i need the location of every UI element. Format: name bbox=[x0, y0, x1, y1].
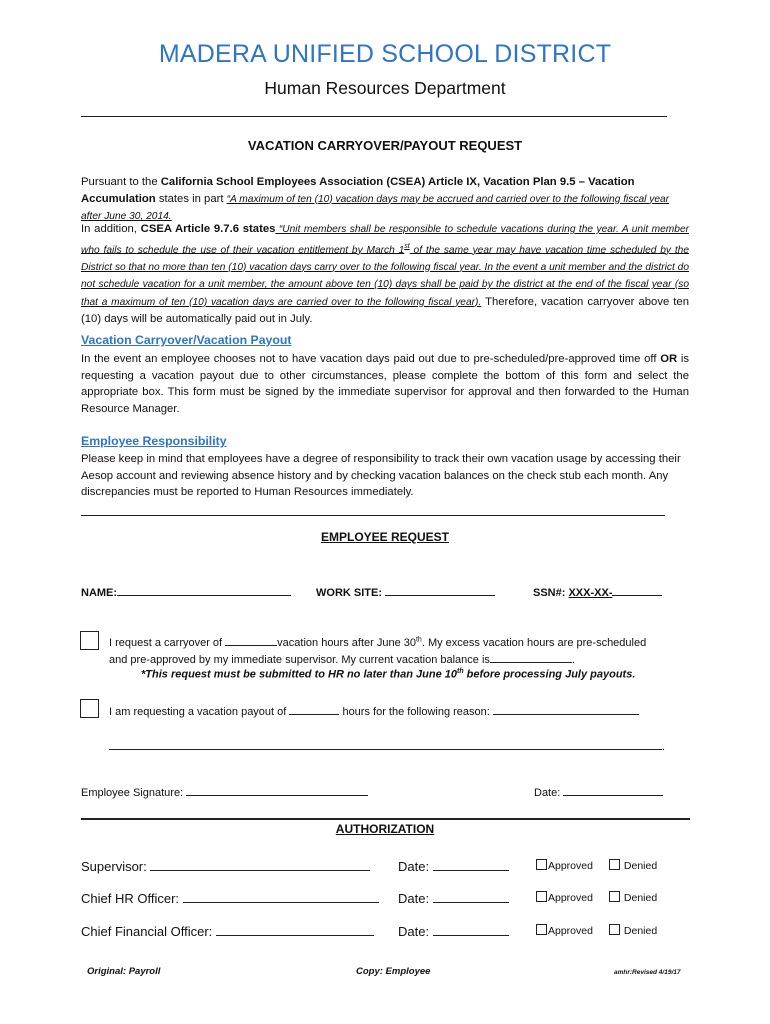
supervisor-signature-field[interactable] bbox=[150, 857, 370, 871]
carryover-checkbox[interactable] bbox=[80, 631, 99, 650]
payout-hours-field[interactable] bbox=[289, 703, 339, 715]
chief-financial-denied-option[interactable]: Denied bbox=[609, 924, 657, 937]
name-field[interactable] bbox=[117, 584, 291, 596]
footer-revised: amhr:Revised 4/19/17 bbox=[614, 969, 681, 976]
employee-date: Date: bbox=[534, 784, 663, 799]
chief-hr-date: Date: bbox=[398, 889, 509, 906]
ssn-field[interactable] bbox=[612, 584, 662, 596]
reason-continued: . bbox=[109, 738, 665, 753]
authorization-heading: AUTHORIZATION bbox=[335, 822, 435, 836]
chief-hr-denied-option[interactable]: Denied bbox=[609, 891, 657, 904]
submission-notice: *This request must be submitted to HR no later than June 10th before processing July payouts. bbox=[141, 668, 636, 681]
supervisor-date-field[interactable] bbox=[433, 857, 509, 871]
employee-date-field[interactable] bbox=[563, 784, 663, 796]
supervisor-label: Supervisor: bbox=[81, 857, 370, 874]
chief-hr-approved-option[interactable]: Approved bbox=[536, 891, 593, 904]
chief-financial-date-field[interactable] bbox=[433, 922, 509, 936]
request-divider bbox=[81, 515, 665, 516]
worksite-label: WORK SITE: bbox=[316, 584, 495, 599]
footer-original: Original: Payroll bbox=[87, 966, 161, 977]
chief-financial-label: Chief Financial Officer: bbox=[81, 922, 374, 939]
chief-financial-approved-checkbox[interactable] bbox=[536, 924, 547, 935]
chief-hr-denied-checkbox[interactable] bbox=[609, 891, 620, 902]
employee-signature-field[interactable] bbox=[186, 784, 368, 796]
carryover-hours-field[interactable] bbox=[225, 634, 277, 646]
vacation-balance-field[interactable] bbox=[490, 651, 572, 663]
responsibility-text: Please keep in mind that employees have a degree of responsibility to track their own vacation usage by accessing their Aesop account and reviewing absence history and by checking vacation balances on the check stub each month. Any discrepancies must be reported to Human Resources immediately. bbox=[81, 453, 681, 498]
chief-hr-label: Chief HR Officer: bbox=[81, 889, 379, 906]
supervisor-approved-option[interactable]: Approved bbox=[536, 859, 593, 872]
payout-checkbox[interactable] bbox=[80, 699, 99, 718]
intro-paragraph-1: Pursuant to the California School Employees Association (CSEA) Article IX, Vacation Plan 9.5 – Vacation Accumulation states in part “A maximum of ten (10) vacation days may be accrued and carried over to the following fiscal year after June 30, 2014. bbox=[81, 176, 670, 222]
ssn-label: SSN#: XXX-XX- bbox=[533, 584, 662, 599]
supervisor-date: Date: bbox=[398, 857, 509, 874]
supervisor-denied-checkbox[interactable] bbox=[609, 859, 620, 870]
carryover-text: In the event an employee chooses not to have vacation days paid out due to pre-scheduled/pre-approved time off OR is requesting a vacation payout due to other circumstances, please complete the bottom of this form and select the appropriate box. This form must be signed by the immediate supervisor for approval and then forwarded to the Human Resource Manager. bbox=[81, 353, 689, 415]
responsibility-heading: Employee Responsibility bbox=[81, 434, 227, 448]
payout-line: I am requesting a vacation payout of hours for the following reason: bbox=[109, 703, 639, 718]
worksite-field[interactable] bbox=[385, 584, 495, 596]
carryover-line-2: and pre-approved by my immediate supervisor. My current vacation balance is . bbox=[109, 651, 575, 666]
district-title: MADERA UNIFIED SCHOOL DISTRICT bbox=[158, 40, 612, 68]
employee-request-heading: EMPLOYEE REQUEST bbox=[320, 530, 450, 544]
form-title: VACATION CARRYOVER/PAYOUT REQUEST bbox=[247, 138, 523, 153]
name-label: NAME: bbox=[81, 584, 291, 599]
chief-hr-date-field[interactable] bbox=[433, 889, 509, 903]
carryover-heading: Vacation Carryover/Vacation Payout bbox=[81, 333, 292, 347]
header-divider bbox=[81, 116, 667, 117]
chief-financial-date: Date: bbox=[398, 922, 509, 939]
payout-reason-line-2[interactable] bbox=[109, 738, 662, 750]
department-subtitle: Human Resources Department bbox=[264, 78, 506, 98]
supervisor-denied-option[interactable]: Denied bbox=[609, 859, 657, 872]
employee-signature: Employee Signature: bbox=[81, 784, 368, 799]
supervisor-approved-checkbox[interactable] bbox=[536, 859, 547, 870]
chief-hr-approved-checkbox[interactable] bbox=[536, 891, 547, 902]
chief-financial-approved-option[interactable]: Approved bbox=[536, 924, 593, 937]
chief-hr-signature-field[interactable] bbox=[183, 889, 379, 903]
payout-reason-field[interactable] bbox=[493, 703, 639, 715]
chief-financial-denied-checkbox[interactable] bbox=[609, 924, 620, 935]
authorization-divider bbox=[81, 818, 690, 820]
footer-copy: Copy: Employee bbox=[356, 966, 431, 977]
chief-financial-signature-field[interactable] bbox=[216, 922, 374, 936]
carryover-line-1: I request a carryover of vacation hours after June 30th. My excess vacation hours are pre-scheduled bbox=[109, 634, 646, 649]
intro-paragraph-2: In addition, CSEA Article 9.7.6 states “Unit members shall be responsible to schedule vacations during the year. A unit member who fails to schedule the use of their vacation entitlement by March 1st of the same year may have vacation time scheduled by the District so that no more than ten (10) vacation days carry over to the following fiscal year. In the event a unit member and the district do not schedule vacation for a unit member, the amount above ten (10) days shall be paid by the district at the end of the fiscal year (so that a maximum of ten (10) vacation days are carried over to the following fiscal year). Therefore, vacation carryover above ten (10) days will be automatically paid out in July. bbox=[81, 223, 689, 326]
